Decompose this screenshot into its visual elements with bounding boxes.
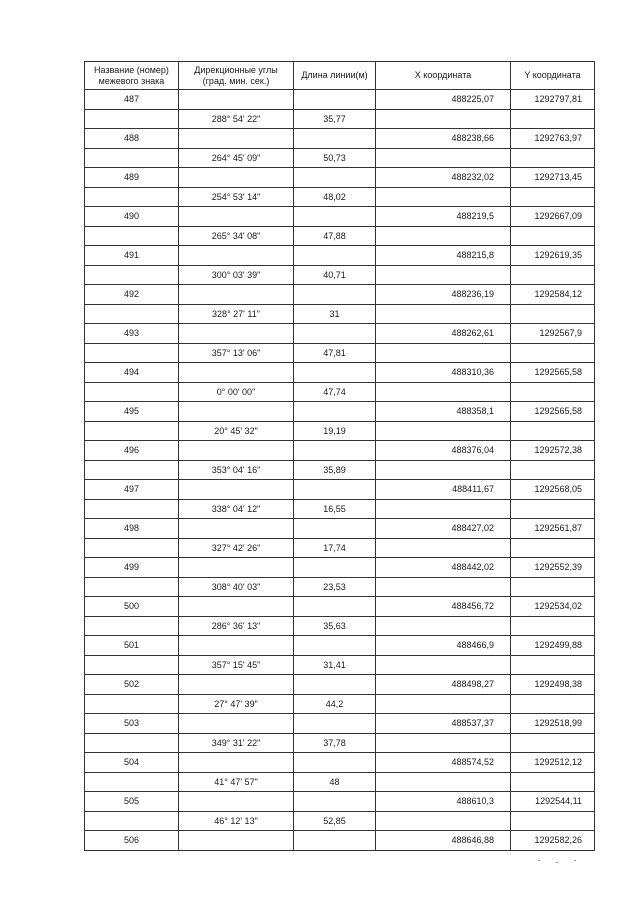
point-name: 506 [85, 831, 179, 851]
empty-cell [294, 831, 376, 851]
line-length: 44,2 [294, 694, 376, 714]
empty-cell [511, 343, 595, 363]
empty-cell [294, 441, 376, 461]
empty-cell [294, 285, 376, 305]
point-name: 495 [85, 402, 179, 422]
line-length: 35,63 [294, 616, 376, 636]
point-row [85, 324, 595, 344]
direction-angle: 349° 31' 22" [179, 733, 294, 753]
point-name: 503 [85, 714, 179, 734]
empty-cell [511, 811, 595, 831]
coordinates-table [84, 61, 595, 851]
empty-cell [294, 129, 376, 149]
y-coordinate: 1292567,9 [511, 324, 595, 344]
segment-row [85, 226, 595, 246]
line-length: 47,88 [294, 226, 376, 246]
empty-cell [85, 616, 179, 636]
empty-cell [294, 675, 376, 695]
point-row [85, 636, 595, 656]
empty-cell [85, 304, 179, 324]
point-name: 491 [85, 246, 179, 266]
header-x: X координата [376, 62, 511, 90]
x-coordinate: 488610,3 [376, 792, 511, 812]
empty-cell [179, 285, 294, 305]
segment-row [85, 343, 595, 363]
empty-cell [294, 480, 376, 500]
point-name: 493 [85, 324, 179, 344]
header-name: Название (номер) межевого знака [85, 62, 179, 90]
line-length: 16,55 [294, 499, 376, 519]
y-coordinate: 1292763,97 [511, 129, 595, 149]
x-coordinate: 488358,1 [376, 402, 511, 422]
empty-cell [85, 577, 179, 597]
empty-cell [376, 460, 511, 480]
segment-row [85, 382, 595, 402]
empty-cell [511, 460, 595, 480]
empty-cell [179, 402, 294, 422]
empty-cell [294, 207, 376, 227]
direction-angle: 41° 47' 57" [179, 772, 294, 792]
point-row [85, 714, 595, 734]
empty-cell [85, 733, 179, 753]
empty-cell [85, 460, 179, 480]
empty-cell [179, 129, 294, 149]
point-name: 498 [85, 519, 179, 539]
direction-angle: 27° 47' 39" [179, 694, 294, 714]
empty-cell [179, 519, 294, 539]
empty-cell [179, 480, 294, 500]
y-coordinate: 1292544,11 [511, 792, 595, 812]
header-y: Y координата [511, 62, 595, 90]
empty-cell [85, 811, 179, 831]
line-length: 31,41 [294, 655, 376, 675]
empty-cell [511, 421, 595, 441]
scan-speck [556, 862, 558, 863]
empty-cell [511, 265, 595, 285]
empty-cell [376, 343, 511, 363]
empty-cell [376, 577, 511, 597]
segment-row [85, 304, 595, 324]
empty-cell [376, 421, 511, 441]
empty-cell [511, 148, 595, 168]
segment-row [85, 538, 595, 558]
x-coordinate: 488238,66 [376, 129, 511, 149]
x-coordinate: 488537,37 [376, 714, 511, 734]
empty-cell [376, 538, 511, 558]
line-length: 40,71 [294, 265, 376, 285]
empty-cell [294, 246, 376, 266]
x-coordinate: 488232,02 [376, 168, 511, 188]
empty-cell [294, 597, 376, 617]
empty-cell [85, 343, 179, 363]
empty-cell [294, 168, 376, 188]
direction-angle: 288° 54' 22" [179, 109, 294, 129]
point-row [85, 558, 595, 578]
x-coordinate: 488456,72 [376, 597, 511, 617]
point-row [85, 402, 595, 422]
direction-angle: 327° 42' 26" [179, 538, 294, 558]
direction-angle: 0° 00' 00" [179, 382, 294, 402]
point-name: 489 [85, 168, 179, 188]
y-coordinate: 1292552,39 [511, 558, 595, 578]
empty-cell [376, 148, 511, 168]
empty-cell [294, 324, 376, 344]
y-coordinate: 1292667,09 [511, 207, 595, 227]
line-length: 50,73 [294, 148, 376, 168]
line-length: 35,89 [294, 460, 376, 480]
direction-angle: 20° 45' 32" [179, 421, 294, 441]
empty-cell [85, 421, 179, 441]
x-coordinate: 488498,27 [376, 675, 511, 695]
empty-cell [511, 577, 595, 597]
x-coordinate: 488262,61 [376, 324, 511, 344]
empty-cell [511, 616, 595, 636]
empty-cell [511, 655, 595, 675]
point-row [85, 831, 595, 851]
direction-angle: 265° 34' 08" [179, 226, 294, 246]
x-coordinate: 488310,36 [376, 363, 511, 383]
empty-cell [511, 187, 595, 207]
segment-row [85, 655, 595, 675]
y-coordinate: 1292568,05 [511, 480, 595, 500]
empty-cell [376, 733, 511, 753]
segment-row [85, 265, 595, 285]
point-row [85, 675, 595, 695]
empty-cell [179, 168, 294, 188]
empty-cell [511, 226, 595, 246]
empty-cell [511, 109, 595, 129]
empty-cell [376, 304, 511, 324]
line-length: 37,78 [294, 733, 376, 753]
x-coordinate: 488411,67 [376, 480, 511, 500]
empty-cell [85, 265, 179, 285]
y-coordinate: 1292498,38 [511, 675, 595, 695]
segment-row [85, 187, 595, 207]
empty-cell [179, 441, 294, 461]
x-coordinate: 488225,07 [376, 90, 511, 110]
empty-cell [511, 304, 595, 324]
x-coordinate: 488466,9 [376, 636, 511, 656]
point-row [85, 441, 595, 461]
y-coordinate: 1292512,12 [511, 753, 595, 773]
empty-cell [85, 694, 179, 714]
x-coordinate: 488427,02 [376, 519, 511, 539]
point-name: 490 [85, 207, 179, 227]
empty-cell [179, 753, 294, 773]
empty-cell [179, 636, 294, 656]
x-coordinate: 488442,02 [376, 558, 511, 578]
empty-cell [85, 382, 179, 402]
empty-cell [179, 597, 294, 617]
segment-row [85, 577, 595, 597]
empty-cell [294, 519, 376, 539]
empty-cell [179, 246, 294, 266]
empty-cell [179, 792, 294, 812]
line-length: 47,74 [294, 382, 376, 402]
empty-cell [85, 499, 179, 519]
line-length: 23,53 [294, 577, 376, 597]
empty-cell [376, 772, 511, 792]
line-length: 31 [294, 304, 376, 324]
y-coordinate: 1292619,35 [511, 246, 595, 266]
point-row [85, 480, 595, 500]
empty-cell [85, 109, 179, 129]
segment-row [85, 109, 595, 129]
header-length: Длина линии(м) [294, 62, 376, 90]
empty-cell [376, 109, 511, 129]
segment-row [85, 148, 595, 168]
line-length: 35,77 [294, 109, 376, 129]
empty-cell [85, 655, 179, 675]
segment-row [85, 460, 595, 480]
point-row [85, 597, 595, 617]
empty-cell [294, 558, 376, 578]
empty-cell [511, 538, 595, 558]
empty-cell [179, 324, 294, 344]
empty-cell [85, 538, 179, 558]
empty-cell [85, 772, 179, 792]
empty-cell [179, 90, 294, 110]
empty-cell [294, 636, 376, 656]
y-coordinate: 1292584,12 [511, 285, 595, 305]
empty-cell [376, 616, 511, 636]
empty-cell [511, 733, 595, 753]
empty-cell [376, 265, 511, 285]
point-name: 487 [85, 90, 179, 110]
x-coordinate: 488574,52 [376, 753, 511, 773]
direction-angle: 46° 12' 13" [179, 811, 294, 831]
empty-cell [294, 363, 376, 383]
point-name: 504 [85, 753, 179, 773]
y-coordinate: 1292565,58 [511, 402, 595, 422]
empty-cell [376, 499, 511, 519]
empty-cell [294, 714, 376, 734]
segment-row [85, 499, 595, 519]
empty-cell [294, 753, 376, 773]
empty-cell [294, 402, 376, 422]
direction-angle: 328° 27' 11" [179, 304, 294, 324]
y-coordinate: 1292561,87 [511, 519, 595, 539]
y-coordinate: 1292572,38 [511, 441, 595, 461]
empty-cell [294, 792, 376, 812]
point-row [85, 129, 595, 149]
point-name: 501 [85, 636, 179, 656]
empty-cell [376, 187, 511, 207]
point-row [85, 519, 595, 539]
segment-row [85, 421, 595, 441]
empty-cell [511, 772, 595, 792]
direction-angle: 353° 04' 16" [179, 460, 294, 480]
direction-angle: 254° 53' 14" [179, 187, 294, 207]
scan-speck [574, 860, 576, 861]
header-row [85, 62, 595, 90]
point-row [85, 246, 595, 266]
y-coordinate: 1292565,58 [511, 363, 595, 383]
point-name: 500 [85, 597, 179, 617]
segment-row [85, 733, 595, 753]
line-length: 52,85 [294, 811, 376, 831]
direction-angle: 357° 13' 06" [179, 343, 294, 363]
direction-angle: 357° 15' 45" [179, 655, 294, 675]
point-name: 492 [85, 285, 179, 305]
empty-cell [376, 811, 511, 831]
empty-cell [85, 187, 179, 207]
direction-angle: 286° 36' 13" [179, 616, 294, 636]
empty-cell [511, 694, 595, 714]
y-coordinate: 1292797,81 [511, 90, 595, 110]
empty-cell [376, 226, 511, 246]
y-coordinate: 1292713,45 [511, 168, 595, 188]
x-coordinate: 488236,19 [376, 285, 511, 305]
empty-cell [85, 148, 179, 168]
empty-cell [179, 714, 294, 734]
empty-cell [511, 499, 595, 519]
empty-cell [179, 558, 294, 578]
point-row [85, 90, 595, 110]
empty-cell [376, 694, 511, 714]
segment-row [85, 616, 595, 636]
line-length: 48 [294, 772, 376, 792]
y-coordinate: 1292518,99 [511, 714, 595, 734]
point-name: 499 [85, 558, 179, 578]
x-coordinate: 488215,8 [376, 246, 511, 266]
point-row [85, 753, 595, 773]
point-name: 496 [85, 441, 179, 461]
header-angle: Дирекционные углы (град. мин. сек.) [179, 62, 294, 90]
x-coordinate: 488219,5 [376, 207, 511, 227]
empty-cell [179, 207, 294, 227]
point-name: 505 [85, 792, 179, 812]
scan-speck [538, 860, 540, 861]
x-coordinate: 488646,88 [376, 831, 511, 851]
empty-cell [179, 675, 294, 695]
empty-cell [376, 655, 511, 675]
direction-angle: 338° 04' 12" [179, 499, 294, 519]
line-length: 17,74 [294, 538, 376, 558]
empty-cell [511, 382, 595, 402]
point-name: 494 [85, 363, 179, 383]
point-row [85, 285, 595, 305]
empty-cell [294, 90, 376, 110]
x-coordinate: 488376,04 [376, 441, 511, 461]
y-coordinate: 1292499,88 [511, 636, 595, 656]
point-name: 502 [85, 675, 179, 695]
line-length: 19,19 [294, 421, 376, 441]
direction-angle: 308° 40' 03" [179, 577, 294, 597]
empty-cell [85, 226, 179, 246]
y-coordinate: 1292534,02 [511, 597, 595, 617]
empty-cell [376, 382, 511, 402]
empty-cell [179, 363, 294, 383]
point-name: 497 [85, 480, 179, 500]
direction-angle: 300° 03' 39" [179, 265, 294, 285]
point-row [85, 207, 595, 227]
point-row [85, 168, 595, 188]
point-row [85, 792, 595, 812]
line-length: 47,81 [294, 343, 376, 363]
empty-cell [179, 831, 294, 851]
point-name: 488 [85, 129, 179, 149]
y-coordinate: 1292582,26 [511, 831, 595, 851]
point-row [85, 363, 595, 383]
line-length: 48,02 [294, 187, 376, 207]
segment-row [85, 694, 595, 714]
segment-row [85, 772, 595, 792]
direction-angle: 264° 45' 09" [179, 148, 294, 168]
segment-row [85, 811, 595, 831]
